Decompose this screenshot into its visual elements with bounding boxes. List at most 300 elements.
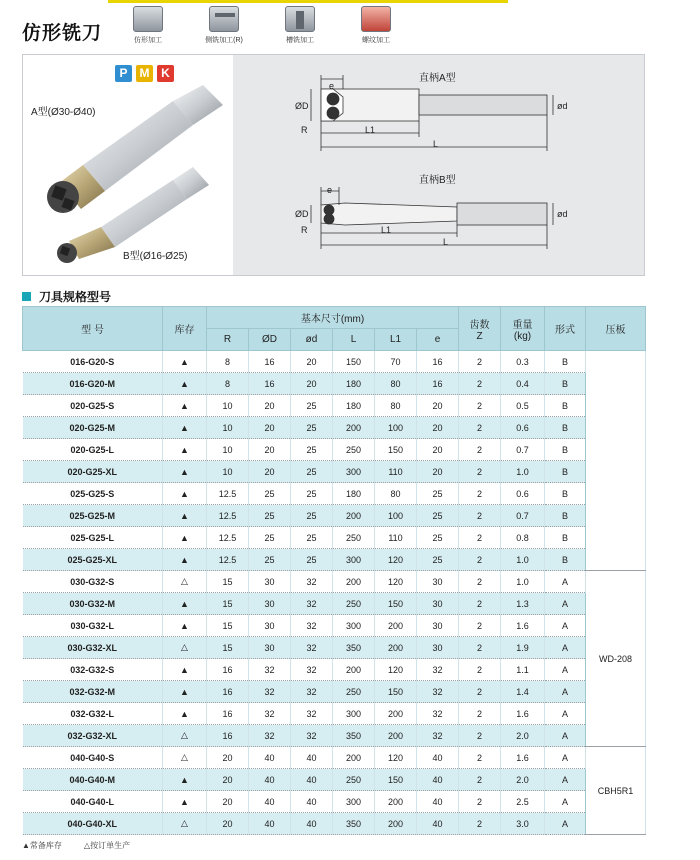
cell-r: 20	[207, 813, 249, 835]
cell-d: 32	[291, 615, 333, 637]
table-row	[23, 813, 646, 835]
operation-side-milling	[194, 6, 254, 45]
cell-e: 20	[417, 461, 459, 483]
table-row	[23, 637, 646, 659]
cell-z: 2	[459, 593, 501, 615]
cell-z: 2	[459, 417, 501, 439]
cell-stock: ▲	[163, 395, 207, 417]
cell-model: 032-G32-M	[23, 681, 163, 703]
cell-stock: △	[163, 747, 207, 769]
cell-z: 2	[459, 351, 501, 373]
table-row	[23, 571, 646, 593]
type-b-caption: B型(Ø16-Ø25)	[123, 251, 188, 262]
cell-l: 200	[333, 747, 375, 769]
cell-l1: 120	[375, 571, 417, 593]
cell-form: A	[545, 615, 586, 637]
cell-r: 16	[207, 659, 249, 681]
thread-milling-icon	[361, 6, 391, 32]
diagram-b	[311, 187, 553, 249]
cell-z: 2	[459, 813, 501, 835]
header-l1: L1	[375, 329, 417, 351]
cell-form: B	[545, 505, 586, 527]
cell-kg: 0.6	[501, 417, 545, 439]
diagram-b-title: 直柄B型	[419, 175, 456, 186]
cell-d: 25	[249, 483, 291, 505]
cell-e: 25	[417, 549, 459, 571]
cell-model: 032-G32-S	[23, 659, 163, 681]
cell-form: A	[545, 659, 586, 681]
cell-stock: ▲	[163, 769, 207, 791]
cell-l: 200	[333, 571, 375, 593]
cell-z: 2	[459, 439, 501, 461]
cell-d: 25	[249, 549, 291, 571]
dimension-drawing	[233, 55, 644, 277]
cell-r: 15	[207, 615, 249, 637]
header-diameter: ØD	[249, 329, 291, 351]
header-length: L	[333, 329, 375, 351]
label-d-a: ØD	[295, 101, 309, 111]
cell-form: A	[545, 593, 586, 615]
cell-e: 16	[417, 351, 459, 373]
label-l-b: L	[443, 237, 449, 247]
type-a-caption: A型(Ø30-Ø40)	[31, 107, 96, 118]
operation-label: 侧铣加工(R)	[205, 37, 243, 44]
label-l1-a: L1	[365, 125, 376, 135]
cell-l1: 80	[375, 483, 417, 505]
cell-l: 350	[333, 637, 375, 659]
tool-a-image	[47, 85, 223, 213]
cell-model: 016-G20-M	[23, 373, 163, 395]
cell-r: 15	[207, 593, 249, 615]
label-d-b: ØD	[295, 209, 309, 219]
cell-d: 20	[249, 461, 291, 483]
cell-model: 025-G25-XL	[23, 549, 163, 571]
cell-l: 300	[333, 615, 375, 637]
cell-form: A	[545, 791, 586, 813]
cell-form: A	[545, 813, 586, 835]
cell-e: 30	[417, 593, 459, 615]
cell-l1: 150	[375, 681, 417, 703]
cell-model: 030-G32-M	[23, 593, 163, 615]
cell-form: A	[545, 747, 586, 769]
cell-model: 040-G40-M	[23, 769, 163, 791]
cell-d: 32	[291, 725, 333, 747]
cell-l: 300	[333, 461, 375, 483]
cell-d: 16	[249, 373, 291, 395]
label-shank-d-a: ød	[557, 101, 568, 111]
cell-model: 032-G32-L	[23, 703, 163, 725]
cell-stock: ▲	[163, 505, 207, 527]
header-insert: 压板	[586, 307, 646, 351]
cell-e: 16	[417, 373, 459, 395]
cell-z: 2	[459, 681, 501, 703]
footer-legend	[22, 840, 130, 851]
header-e: e	[417, 329, 459, 351]
cell-d: 25	[291, 417, 333, 439]
cell-stock: △	[163, 637, 207, 659]
cell-z: 2	[459, 703, 501, 725]
cell-model: 020-G25-M	[23, 417, 163, 439]
cell-d: 25	[291, 395, 333, 417]
cell-kg: 0.4	[501, 373, 545, 395]
header-model: 型 号	[23, 307, 163, 351]
label-shank-d-b: ød	[557, 209, 568, 219]
table-row	[23, 439, 646, 461]
cell-stock: ▲	[163, 351, 207, 373]
table-row	[23, 703, 646, 725]
cell-e: 20	[417, 417, 459, 439]
side-milling-icon	[209, 6, 239, 32]
cell-z: 2	[459, 505, 501, 527]
cell-model: 030-G32-XL	[23, 637, 163, 659]
table-row	[23, 659, 646, 681]
cell-stock: ▲	[163, 439, 207, 461]
cell-kg: 0.5	[501, 395, 545, 417]
cell-l: 200	[333, 659, 375, 681]
cell-r: 20	[207, 791, 249, 813]
cell-l: 250	[333, 769, 375, 791]
cell-r: 16	[207, 703, 249, 725]
cell-d: 32	[291, 593, 333, 615]
cell-d: 20	[249, 439, 291, 461]
cell-l: 180	[333, 395, 375, 417]
cell-l: 250	[333, 527, 375, 549]
cell-form: A	[545, 769, 586, 791]
cell-r: 8	[207, 351, 249, 373]
cell-d: 25	[291, 461, 333, 483]
cell-l: 300	[333, 703, 375, 725]
cell-e: 30	[417, 571, 459, 593]
cell-kg: 2.0	[501, 725, 545, 747]
cell-d: 40	[249, 791, 291, 813]
cell-e: 40	[417, 813, 459, 835]
table-row	[23, 747, 646, 769]
table-row	[23, 769, 646, 791]
cell-stock: ▲	[163, 593, 207, 615]
cell-form: B	[545, 549, 586, 571]
cell-e: 32	[417, 681, 459, 703]
cell-model: 030-G32-L	[23, 615, 163, 637]
cell-r: 12.5	[207, 549, 249, 571]
label-l-a: L	[433, 139, 439, 149]
cell-d: 25	[249, 527, 291, 549]
cell-l1: 120	[375, 659, 417, 681]
cell-l1: 80	[375, 373, 417, 395]
cell-l1: 120	[375, 747, 417, 769]
cell-l: 250	[333, 439, 375, 461]
cell-kg: 1.6	[501, 615, 545, 637]
cell-l1: 200	[375, 725, 417, 747]
cell-z: 2	[459, 637, 501, 659]
cell-d: 25	[291, 483, 333, 505]
cell-form: B	[545, 417, 586, 439]
table-row	[23, 505, 646, 527]
table-row	[23, 725, 646, 747]
label-r-b: R	[301, 225, 308, 235]
cell-e: 20	[417, 439, 459, 461]
cell-insert: WD-208	[586, 571, 646, 747]
cell-kg: 0.7	[501, 505, 545, 527]
header-r: R	[207, 329, 249, 351]
cell-stock: ▲	[163, 461, 207, 483]
cell-d: 20	[291, 351, 333, 373]
cell-stock: ▲	[163, 681, 207, 703]
cell-model: 025-G25-S	[23, 483, 163, 505]
cell-z: 2	[459, 527, 501, 549]
cell-d: 32	[249, 659, 291, 681]
cell-d: 32	[291, 703, 333, 725]
cell-r: 12.5	[207, 505, 249, 527]
table-row	[23, 549, 646, 571]
cell-l: 180	[333, 373, 375, 395]
cell-stock: ▲	[163, 703, 207, 725]
cell-d: 32	[291, 637, 333, 659]
cell-kg: 1.9	[501, 637, 545, 659]
cell-d: 40	[291, 813, 333, 835]
cell-stock: △	[163, 813, 207, 835]
cell-l1: 150	[375, 439, 417, 461]
table-row	[23, 373, 646, 395]
cell-form: A	[545, 681, 586, 703]
cell-l1: 100	[375, 505, 417, 527]
cell-model: 030-G32-S	[23, 571, 163, 593]
operation-label: 槽铣加工	[286, 37, 314, 44]
table-row	[23, 461, 646, 483]
cell-model: 025-G25-L	[23, 527, 163, 549]
cell-e: 30	[417, 637, 459, 659]
material-badge-p: P	[115, 65, 132, 82]
cell-kg: 0.3	[501, 351, 545, 373]
profiling-icon	[133, 6, 163, 32]
cell-model: 040-G40-S	[23, 747, 163, 769]
cell-e: 40	[417, 747, 459, 769]
table-row	[23, 351, 646, 373]
table-row	[23, 483, 646, 505]
cell-d: 30	[249, 615, 291, 637]
cell-d: 25	[291, 527, 333, 549]
page-title: 仿形铣刀	[22, 23, 103, 44]
label-e-a: e	[329, 81, 335, 91]
cell-e: 30	[417, 615, 459, 637]
cell-form: B	[545, 527, 586, 549]
operation-label: 螺纹加工	[362, 37, 390, 44]
cell-stock: ▲	[163, 549, 207, 571]
cell-stock: ▲	[163, 527, 207, 549]
cell-model: 040-G40-L	[23, 791, 163, 813]
cell-form: A	[545, 703, 586, 725]
cell-d: 25	[291, 505, 333, 527]
header-basic-dimensions: 基本尺寸(mm)	[207, 307, 459, 329]
cell-kg: 1.6	[501, 703, 545, 725]
cell-e: 20	[417, 395, 459, 417]
cell-z: 2	[459, 791, 501, 813]
cell-r: 12.5	[207, 527, 249, 549]
cell-r: 15	[207, 571, 249, 593]
cell-d: 20	[291, 373, 333, 395]
cell-l1: 200	[375, 703, 417, 725]
cell-e: 40	[417, 791, 459, 813]
cell-form: B	[545, 351, 586, 373]
cell-model: 016-G20-S	[23, 351, 163, 373]
cell-insert	[586, 351, 646, 571]
cell-insert: CBH5R1	[586, 747, 646, 835]
cell-l: 350	[333, 813, 375, 835]
cell-l1: 150	[375, 769, 417, 791]
cell-d: 20	[249, 417, 291, 439]
cell-d: 32	[291, 659, 333, 681]
cell-form: B	[545, 439, 586, 461]
cell-l: 300	[333, 791, 375, 813]
table-row	[23, 395, 646, 417]
cell-e: 32	[417, 703, 459, 725]
cell-z: 2	[459, 571, 501, 593]
cell-model: 040-G40-XL	[23, 813, 163, 835]
groove-milling-icon	[285, 6, 315, 32]
cell-r: 15	[207, 637, 249, 659]
cell-l1: 110	[375, 527, 417, 549]
cell-form: B	[545, 483, 586, 505]
operation-groove-milling	[270, 6, 330, 45]
cell-stock: △	[163, 571, 207, 593]
material-badge-k: K	[157, 65, 174, 82]
cell-model: 020-G25-L	[23, 439, 163, 461]
cell-d: 32	[291, 571, 333, 593]
spec-table	[22, 306, 646, 835]
cell-kg: 1.1	[501, 659, 545, 681]
operation-profiling	[118, 6, 178, 45]
order-legend: △按订单生产	[83, 841, 131, 850]
cell-stock: ▲	[163, 791, 207, 813]
cell-l: 250	[333, 593, 375, 615]
cell-z: 2	[459, 725, 501, 747]
operation-icons	[118, 6, 406, 45]
cell-l1: 200	[375, 813, 417, 835]
operation-thread-milling	[346, 6, 406, 45]
cell-d: 32	[249, 681, 291, 703]
cell-kg: 1.6	[501, 747, 545, 769]
cell-l1: 70	[375, 351, 417, 373]
cell-d: 25	[291, 439, 333, 461]
section-header	[22, 288, 111, 305]
cell-kg: 0.6	[501, 483, 545, 505]
diagram-a	[311, 75, 553, 151]
header-weight: 重量 (kg)	[501, 307, 545, 351]
cell-l1: 100	[375, 417, 417, 439]
cell-form: B	[545, 395, 586, 417]
cell-d: 30	[249, 571, 291, 593]
diagram-a-title: 直柄A型	[419, 73, 456, 84]
cell-e: 25	[417, 527, 459, 549]
cell-l1: 110	[375, 461, 417, 483]
section-title: 刀具规格型号	[39, 290, 112, 304]
cell-z: 2	[459, 461, 501, 483]
cell-z: 2	[459, 373, 501, 395]
dimension-diagrams	[233, 55, 644, 275]
cell-stock: ▲	[163, 615, 207, 637]
cell-d: 30	[249, 637, 291, 659]
table-row	[23, 791, 646, 813]
cell-l1: 200	[375, 791, 417, 813]
tool-illustration	[23, 55, 233, 277]
cell-r: 10	[207, 461, 249, 483]
header-teeth: 齿数 Z	[459, 307, 501, 351]
stock-legend: ▲常备库存	[22, 841, 62, 850]
cell-model: 032-G32-XL	[23, 725, 163, 747]
label-l1-b: L1	[381, 225, 392, 235]
cell-stock: ▲	[163, 373, 207, 395]
section-marker-icon	[22, 292, 31, 301]
cell-e: 25	[417, 483, 459, 505]
cell-l1: 200	[375, 637, 417, 659]
cell-stock: ▲	[163, 483, 207, 505]
cell-form: A	[545, 725, 586, 747]
hero-panel	[22, 54, 645, 276]
cell-d: 40	[291, 791, 333, 813]
cell-d: 32	[249, 703, 291, 725]
cell-z: 2	[459, 615, 501, 637]
cell-form: B	[545, 373, 586, 395]
table-row	[23, 615, 646, 637]
label-e-b: e	[327, 185, 333, 195]
cell-r: 12.5	[207, 483, 249, 505]
table-row	[23, 417, 646, 439]
cell-z: 2	[459, 769, 501, 791]
cell-d: 40	[249, 813, 291, 835]
cell-z: 2	[459, 395, 501, 417]
cell-z: 2	[459, 659, 501, 681]
cell-r: 10	[207, 439, 249, 461]
header-form: 形式	[545, 307, 586, 351]
cell-r: 20	[207, 747, 249, 769]
cell-e: 32	[417, 659, 459, 681]
cell-l: 150	[333, 351, 375, 373]
cell-r: 10	[207, 395, 249, 417]
cell-d: 32	[249, 725, 291, 747]
cell-model: 025-G25-M	[23, 505, 163, 527]
cell-model: 020-G25-S	[23, 395, 163, 417]
cell-d: 20	[249, 395, 291, 417]
cell-r: 16	[207, 725, 249, 747]
spec-table-body	[23, 351, 646, 835]
cell-kg: 3.0	[501, 813, 545, 835]
cell-z: 2	[459, 747, 501, 769]
cell-r: 10	[207, 417, 249, 439]
material-badge-m: M	[136, 65, 153, 82]
cell-e: 25	[417, 505, 459, 527]
cell-l1: 80	[375, 395, 417, 417]
cell-d: 30	[249, 593, 291, 615]
cell-d: 40	[291, 769, 333, 791]
cell-stock: △	[163, 725, 207, 747]
cell-kg: 1.0	[501, 571, 545, 593]
cell-e: 40	[417, 769, 459, 791]
cell-l1: 120	[375, 549, 417, 571]
cell-l: 350	[333, 725, 375, 747]
cell-d: 32	[291, 681, 333, 703]
cell-kg: 0.8	[501, 527, 545, 549]
operation-label: 仿形加工	[134, 37, 162, 44]
cell-kg: 1.0	[501, 549, 545, 571]
cell-r: 20	[207, 769, 249, 791]
cell-form: B	[545, 461, 586, 483]
cell-kg: 2.5	[501, 791, 545, 813]
cell-z: 2	[459, 483, 501, 505]
table-row	[23, 593, 646, 615]
cell-kg: 0.7	[501, 439, 545, 461]
cell-l: 200	[333, 417, 375, 439]
cell-kg: 1.4	[501, 681, 545, 703]
cell-stock: ▲	[163, 417, 207, 439]
